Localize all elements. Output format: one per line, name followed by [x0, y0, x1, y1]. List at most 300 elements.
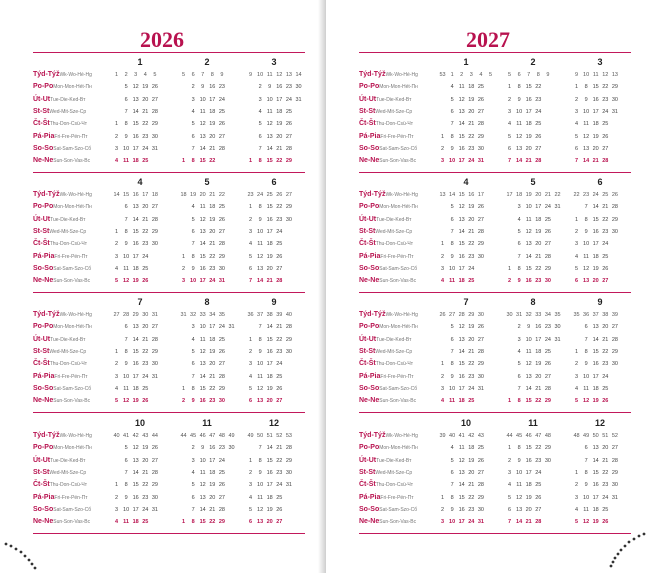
day-cell: 27: [602, 278, 609, 285]
day-cell: 31: [151, 506, 158, 513]
day-cell: 18: [209, 108, 216, 115]
month-number: 12: [594, 418, 605, 428]
row-label-sub: Wk-Wo-Hé-Hg: [385, 312, 418, 318]
day-cell: 8: [191, 253, 195, 260]
day-cell: 17: [266, 482, 273, 489]
day-cell: 8: [124, 348, 128, 355]
day-cell: 17: [209, 457, 216, 464]
day-cell: 18: [266, 494, 273, 501]
day-cell: 15: [199, 519, 206, 526]
day-cell: 6: [450, 108, 454, 115]
day-cell: 13: [583, 278, 590, 285]
day-cell: 15: [525, 445, 532, 452]
day-cell: 2: [258, 84, 262, 91]
day-cell: 6: [584, 324, 588, 331]
month-number: 5: [204, 177, 210, 187]
week-number: 26: [439, 312, 446, 318]
day-cell: 26: [602, 133, 609, 140]
day-cell: 14: [592, 336, 599, 343]
day-cell: 15: [592, 216, 599, 223]
row-label-main: Pá-Pia: [33, 493, 55, 501]
row-label-main: Čt-Št: [33, 240, 50, 248]
day-cell: 16: [132, 133, 139, 140]
week-number: 15: [123, 192, 130, 198]
row-label: [33, 203, 92, 211]
day-cell: 16: [525, 457, 532, 464]
row-label: [33, 432, 92, 440]
day-cell: 25: [218, 204, 225, 211]
day-cell: 29: [477, 241, 484, 248]
day-cell: 5: [124, 84, 128, 91]
week-number: 14: [449, 192, 456, 198]
row-label-sub: Mon-Mon-Hét-Пн: [379, 84, 418, 91]
day-cell: 9: [584, 361, 588, 368]
day-cell: 14: [199, 241, 206, 248]
day-cell: 12: [583, 265, 590, 272]
day-cell: 18: [592, 506, 599, 513]
day-cell: 24: [544, 204, 551, 211]
day-cell: 26: [142, 398, 149, 405]
day-cell: 12: [123, 398, 130, 405]
day-cell: 21: [535, 253, 542, 260]
day-cell: 3: [248, 361, 253, 368]
day-cell: 24: [276, 228, 283, 235]
day-cell: 5: [114, 278, 119, 285]
day-cell: 2: [517, 324, 521, 331]
divider: [33, 533, 305, 534]
day-cell: 9: [201, 84, 205, 91]
week-number: 39: [439, 433, 446, 439]
day-cell: 18: [592, 121, 599, 128]
day-cell: 18: [276, 108, 283, 115]
day-cell: 25: [142, 519, 149, 526]
day-cell: 8: [517, 445, 521, 452]
day-cell: 30: [477, 506, 484, 513]
day-cell: 27: [477, 108, 484, 115]
row-label: [359, 228, 412, 236]
day-cell: 20: [266, 519, 273, 526]
day-cell: 1: [507, 398, 512, 405]
day-cell: 11: [525, 216, 532, 223]
day-cell: 24: [142, 253, 149, 260]
week-number: 10: [257, 72, 264, 78]
row-label: [359, 83, 418, 91]
day-cell: 22: [602, 348, 609, 355]
day-cell: 16: [266, 469, 273, 476]
day-cell: 24: [209, 278, 216, 285]
day-cell: 11: [123, 519, 129, 526]
month-number: 6: [597, 177, 603, 187]
row-label: [33, 216, 85, 224]
day-cell: 19: [525, 133, 532, 140]
day-cell: 28: [535, 158, 542, 165]
day-cell: 30: [151, 241, 158, 248]
row-label-sub: Thu-Don-Csü-Чт: [49, 361, 88, 368]
row-label: [33, 397, 90, 405]
day-cell: 11: [458, 445, 465, 452]
day-cell: 29: [285, 336, 292, 343]
day-cell: 4: [114, 265, 119, 272]
day-cell: 9: [517, 457, 521, 464]
day-cell: 19: [535, 228, 542, 235]
day-cell: 24: [602, 108, 609, 115]
day-cell: 5: [450, 96, 454, 103]
day-cell: 27: [151, 457, 158, 464]
row-label-main: Pá-Pia: [359, 132, 381, 140]
day-cell: 30: [554, 324, 561, 331]
day-cell: 18: [132, 385, 139, 392]
day-cell: 27: [535, 145, 542, 152]
day-cell: 28: [285, 324, 292, 331]
day-cell: 10: [123, 373, 130, 380]
day-cell: 22: [535, 398, 542, 405]
day-cell: 7: [584, 204, 588, 211]
day-cell: 25: [218, 108, 225, 115]
row-label-sub: Sun-Son-Vas-Вс: [379, 158, 417, 165]
day-cell: 14: [583, 158, 590, 165]
day-cell: 22: [209, 519, 216, 526]
day-cell: 25: [468, 278, 475, 285]
week-number: 38: [266, 312, 273, 318]
row-label-sub: Mon-Mon-Hét-Пн: [53, 204, 92, 211]
day-cell: 13: [132, 457, 139, 464]
day-cell: 16: [535, 324, 542, 331]
week-number: 12: [602, 72, 609, 78]
week-number: 49: [583, 433, 590, 439]
day-cell: 8: [584, 216, 588, 223]
row-label: [33, 385, 91, 393]
row-label-main: St-St: [359, 347, 376, 355]
day-cell: 14: [199, 506, 206, 513]
day-cell: 25: [477, 84, 484, 91]
day-cell: 31: [554, 204, 561, 211]
week-number: 22: [554, 192, 561, 198]
week-number: 11: [266, 72, 273, 78]
day-cell: 20: [592, 145, 599, 152]
day-cell: 22: [209, 385, 216, 392]
row-label-main: Po-Po: [33, 444, 54, 452]
row-label-sub: Thu-Don-Csü-Чт: [375, 482, 414, 489]
day-cell: 7: [258, 145, 262, 152]
week-number: 22: [573, 192, 580, 198]
day-cell: 31: [477, 519, 484, 526]
day-cell: 13: [592, 445, 599, 452]
week-number: 18: [516, 192, 523, 198]
day-cell: 27: [544, 373, 551, 380]
year-title: 2026: [140, 27, 184, 52]
row-label-main: Po-Po: [359, 83, 380, 91]
day-cell: 1: [248, 158, 253, 165]
day-cell: 22: [602, 84, 609, 91]
day-cell: 1: [248, 204, 253, 211]
day-cell: 25: [535, 482, 542, 489]
day-cell: 28: [151, 216, 158, 223]
day-cell: 26: [276, 253, 283, 260]
day-cell: 13: [458, 469, 465, 476]
week-number: 41: [458, 433, 465, 439]
day-cell: 8: [517, 398, 521, 405]
day-cell: 25: [544, 348, 551, 355]
day-cell: 7: [258, 324, 262, 331]
day-cell: 13: [458, 108, 465, 115]
day-cell: 28: [218, 145, 225, 152]
week-number: 41: [123, 433, 130, 439]
day-cell: 17: [266, 228, 273, 235]
day-cell: 11: [257, 373, 263, 380]
month-number: 6: [271, 177, 277, 187]
day-cell: 10: [516, 108, 523, 115]
day-cell: 16: [199, 398, 206, 405]
day-cell: 16: [209, 84, 216, 91]
day-cell: 4: [574, 121, 579, 128]
day-cell: 19: [209, 216, 216, 223]
week-number: 19: [525, 192, 532, 198]
day-cell: 13: [257, 265, 264, 272]
day-cell: 11: [123, 158, 129, 165]
day-cell: 14: [132, 469, 139, 476]
day-cell: 5: [248, 506, 253, 513]
day-cell: 27: [218, 228, 225, 235]
day-cell: 26: [602, 398, 609, 405]
day-cell: 31: [151, 373, 158, 380]
day-cell: 19: [266, 385, 273, 392]
row-label-sub: Wed-Mit-Sze-Ср: [49, 228, 87, 235]
day-cell: 1: [507, 445, 512, 452]
week-number: 46: [525, 433, 532, 439]
day-cell: 5: [248, 385, 253, 392]
day-cell: 4: [440, 398, 445, 405]
row-label-sub: Wk-Wo-Hé-Hg: [59, 72, 92, 78]
day-cell: 18: [468, 445, 475, 452]
day-cell: 14: [257, 278, 264, 285]
week-number: 34: [544, 312, 551, 318]
week-number: 6: [191, 72, 195, 78]
day-cell: 5: [114, 398, 119, 405]
day-cell: 5: [450, 324, 454, 331]
week-number: 4: [143, 72, 147, 78]
day-cell: 20: [266, 398, 273, 405]
row-label-main: St-St: [359, 227, 376, 235]
day-cell: 20: [468, 108, 475, 115]
row-label-sub: Thu-Don-Csü-Чт: [49, 121, 88, 128]
day-cell: 30: [611, 228, 618, 235]
day-cell: 5: [507, 494, 512, 501]
day-cell: 23: [285, 84, 292, 91]
day-cell: 25: [276, 241, 283, 248]
row-label-sub: Tue-Die-Ked-Вт: [50, 457, 86, 464]
day-cell: 29: [477, 494, 484, 501]
day-cell: 27: [276, 398, 283, 405]
week-number: 24: [257, 192, 264, 198]
day-cell: 6: [258, 133, 262, 140]
day-cell: 11: [583, 385, 589, 392]
row-label-sub: Sat-Sam-Szo-Сб: [53, 145, 92, 152]
row-label-main: Pá-Pia: [33, 132, 55, 140]
day-cell: 24: [468, 158, 475, 165]
week-number: 51: [602, 433, 609, 439]
day-cell: 10: [583, 494, 590, 501]
row-label-sub: Sat-Sam-Szo-Сб: [379, 145, 418, 152]
day-cell: 25: [535, 121, 542, 128]
day-cell: 28: [218, 506, 225, 513]
week-number: 30: [477, 312, 484, 318]
week-number: 11: [592, 72, 599, 78]
row-label-main: Pá-Pia: [33, 252, 55, 260]
day-cell: 9: [450, 145, 454, 152]
day-cell: 22: [468, 494, 475, 501]
row-label-main: Út-Ut: [359, 215, 377, 223]
week-number: 47: [209, 433, 216, 439]
day-cell: 30: [218, 398, 225, 405]
day-cell: 17: [132, 506, 139, 513]
row-label: [359, 397, 416, 405]
day-cell: 31: [295, 96, 302, 103]
day-cell: 9: [124, 133, 128, 140]
day-cell: 10: [257, 361, 264, 368]
day-cell: 15: [132, 348, 139, 355]
day-cell: 19: [592, 398, 599, 405]
row-label-main: St-St: [359, 107, 376, 115]
day-cell: 6: [191, 494, 195, 501]
row-label: [359, 348, 412, 356]
week-number: 45: [190, 433, 197, 439]
day-cell: 18: [209, 204, 216, 211]
day-cell: 28: [535, 519, 542, 526]
day-cell: 15: [458, 133, 465, 140]
day-cell: 10: [449, 265, 456, 272]
row-label: [359, 203, 418, 211]
day-cell: 5: [574, 265, 579, 272]
day-cell: 11: [583, 506, 589, 513]
day-cell: 13: [458, 216, 465, 223]
row-label-main: Ne-Ne: [359, 518, 380, 526]
day-cell: 2: [181, 398, 186, 405]
week-number: 1: [450, 72, 454, 78]
day-cell: 11: [516, 121, 522, 128]
day-cell: 12: [525, 361, 532, 368]
day-cell: 29: [218, 519, 225, 526]
week-number: 29: [132, 312, 139, 318]
day-cell: 17: [592, 241, 599, 248]
day-cell: 28: [151, 108, 158, 115]
day-cell: 29: [285, 204, 292, 211]
day-cell: 19: [592, 133, 599, 140]
day-cell: 13: [257, 519, 264, 526]
day-cell: 22: [468, 361, 475, 368]
day-cell: 21: [525, 519, 532, 526]
day-cell: 6: [450, 216, 454, 223]
row-label-sub: Wed-Mit-Sze-Ср: [49, 108, 87, 115]
day-cell: 26: [602, 519, 609, 526]
row-label-main: Ne-Ne: [359, 157, 380, 165]
week-number: 5: [153, 72, 157, 78]
day-cell: 21: [276, 324, 283, 331]
week-number: 24: [592, 192, 599, 198]
day-cell: 12: [132, 445, 139, 452]
day-cell: 2: [574, 361, 579, 368]
row-label-main: Pá-Pia: [359, 372, 381, 380]
day-cell: 3: [440, 385, 445, 392]
row-label: [359, 323, 418, 331]
row-label-sub: Mon-Mon-Hét-Пн: [53, 84, 92, 91]
month-number: 1: [463, 57, 469, 67]
day-cell: 20: [602, 445, 609, 452]
day-cell: 28: [611, 204, 618, 211]
day-cell: 14: [525, 385, 532, 392]
day-cell: 29: [285, 158, 292, 165]
week-number: 43: [142, 433, 149, 439]
row-label-main: Čt-Št: [359, 481, 376, 489]
day-cell: 21: [525, 158, 532, 165]
day-cell: 12: [257, 253, 264, 260]
day-cell: 4: [191, 469, 195, 476]
day-cell: 12: [132, 84, 139, 91]
day-cell: 20: [209, 494, 216, 501]
day-cell: 15: [266, 204, 273, 211]
row-label-sub: Fri-Fre-Pén-Пт: [380, 494, 414, 501]
row-label-main: Pá-Pia: [359, 493, 381, 501]
day-cell: 24: [468, 519, 475, 526]
day-cell: 25: [285, 108, 292, 115]
day-cell: 11: [199, 469, 206, 476]
day-cell: 8: [124, 121, 128, 128]
row-label-main: Čt-Št: [33, 360, 50, 368]
day-cell: 12: [583, 398, 590, 405]
week-number: 37: [257, 312, 264, 318]
day-cell: 24: [142, 373, 149, 380]
day-cell: 24: [535, 108, 542, 115]
day-cell: 29: [151, 228, 158, 235]
week-number: 25: [266, 192, 273, 198]
day-cell: 15: [266, 158, 273, 165]
day-cell: 4: [450, 445, 454, 452]
week-number: 53: [285, 433, 292, 439]
day-cell: 27: [602, 145, 609, 152]
day-cell: 7: [191, 241, 195, 248]
day-cell: 26: [151, 84, 158, 91]
day-cell: 6: [248, 519, 253, 526]
day-cell: 10: [583, 241, 590, 248]
day-cell: 3: [440, 158, 445, 165]
row-label-sub: Sun-Son-Vas-Вс: [53, 278, 91, 285]
week-number: 36: [583, 312, 590, 318]
day-cell: 27: [218, 133, 225, 140]
day-cell: 6: [124, 457, 128, 464]
day-cell: 15: [266, 457, 273, 464]
day-cell: 16: [525, 96, 532, 103]
row-label-sub: Thu-Don-Csü-Чт: [49, 482, 88, 489]
day-cell: 21: [142, 108, 149, 115]
row-label-sub: Tue-Die-Ked-Вт: [376, 216, 412, 223]
day-cell: 30: [285, 216, 292, 223]
week-number: 14: [113, 192, 120, 198]
day-cell: 20: [142, 324, 149, 331]
week-number: 48: [573, 433, 580, 439]
day-cell: 4: [114, 385, 119, 392]
day-cell: 26: [535, 494, 542, 501]
week-number: 8: [536, 72, 540, 78]
day-cell: 8: [517, 265, 521, 272]
day-cell: 12: [458, 324, 465, 331]
day-cell: 18: [132, 265, 139, 272]
week-number: 50: [257, 433, 264, 439]
row-label-sub: Sun-Son-Vas-Вс: [379, 398, 417, 405]
row-label-sub: Tue-Die-Ked-Вт: [376, 457, 412, 464]
day-cell: 23: [276, 469, 283, 476]
day-cell: 16: [592, 482, 599, 489]
day-cell: 23: [468, 373, 475, 380]
day-cell: 16: [199, 265, 206, 272]
